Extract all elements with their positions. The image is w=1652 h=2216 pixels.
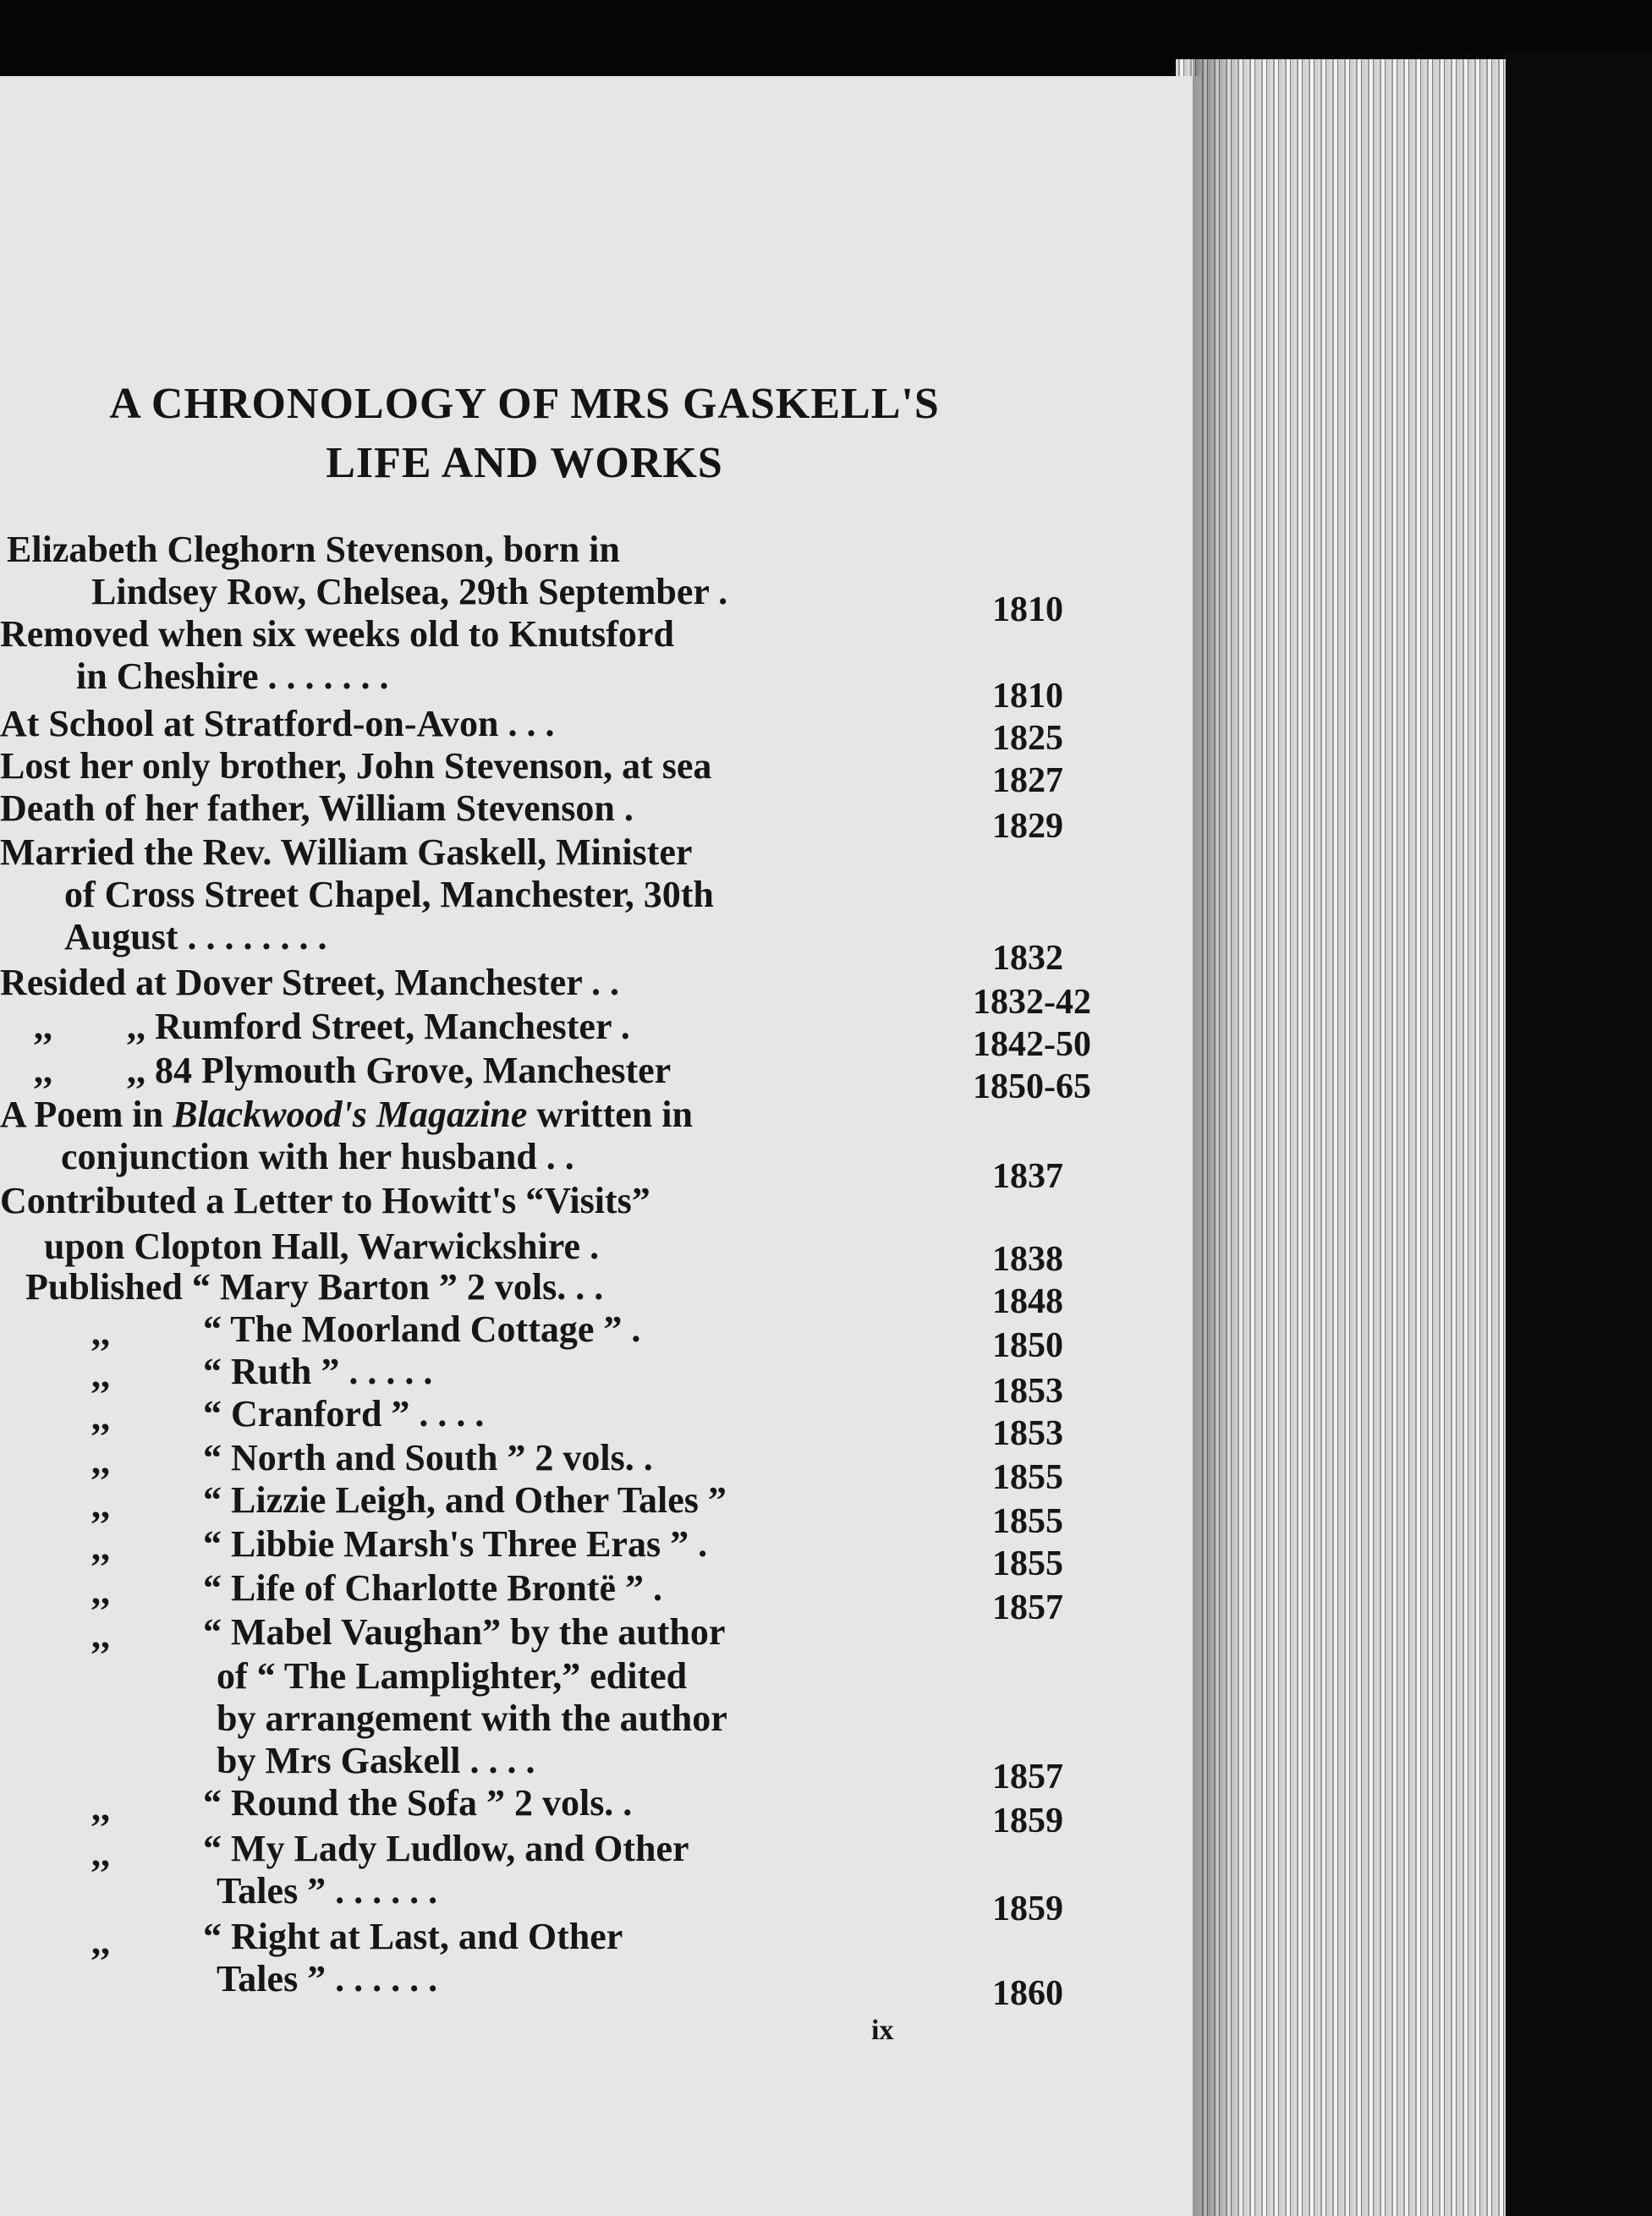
ditto-mark: ,,	[91, 1571, 110, 1612]
entry-year: 1855	[992, 1544, 1063, 1583]
entry-year: 1855	[992, 1458, 1063, 1497]
entry-text: “ The Moorland Cottage ” .	[203, 1308, 641, 1350]
ditto-mark: ,,	[91, 1396, 110, 1438]
entry-text: August . . . . . . . .	[64, 916, 327, 957]
entry-text: “ Mabel Vaughan” by the author	[203, 1611, 726, 1653]
entry-year: 1850	[992, 1326, 1063, 1365]
entry-text: “ Cranford ” . . . .	[203, 1393, 485, 1434]
entry-text-with-italic: A Poem in Blackwood's Magazine written in	[0, 1094, 693, 1135]
ditto-mark: ,,	[91, 1833, 110, 1874]
entry-text: “ Round the Sofa ” 2 vols. .	[203, 1782, 633, 1824]
entry-text: Elizabeth Cleghorn Stevenson, born in	[7, 529, 620, 570]
entry-text: by Mrs Gaskell . . . .	[217, 1740, 535, 1781]
entry-text: At School at Stratford-on-Avon . . .	[0, 703, 555, 744]
chronology-title-line-2: LIFE AND WORKS	[326, 439, 723, 487]
ditto-mark: ,,	[91, 1440, 110, 1482]
entry-text: of Cross Street Chapel, Manchester, 30th	[64, 874, 714, 915]
entry-text: in Cheshire . . . . . . .	[76, 655, 389, 697]
entry-text: ,, 84 Plymouth Grove, Manchester	[127, 1050, 672, 1091]
entry-year: 1853	[992, 1372, 1063, 1411]
entry-text: Tales ” . . . . . .	[217, 1958, 438, 1999]
scan-background-right	[1506, 51, 1652, 2216]
entry-text: Resided at Dover Street, Manchester . .	[0, 962, 619, 1003]
entry-text: Lindsey Row, Chelsea, 29th September .	[91, 571, 728, 612]
entry-text: conjunction with her husband . .	[61, 1136, 574, 1177]
entry-year: 1859	[992, 1802, 1063, 1840]
italic-title: Blackwood's Magazine	[173, 1094, 528, 1135]
entry-year: 1860	[992, 1974, 1063, 2013]
entry-year: 1848	[992, 1282, 1063, 1321]
entry-text: “ Ruth ” . . . . .	[203, 1351, 433, 1392]
entry-text: “ North and South ” 2 vols. .	[203, 1437, 653, 1478]
ditto-mark: ,,	[91, 1312, 110, 1353]
entry-year: 1810	[992, 590, 1063, 629]
ditto-mark: ,,	[91, 1787, 110, 1829]
gutter-shadow	[1193, 59, 1243, 2216]
chronology-title-line-1: A CHRONOLOGY OF MRS GASKELL'S	[109, 380, 940, 428]
ditto-mark: ,,	[91, 1484, 110, 1526]
entry-text: Married the Rev. William Gaskell, Minister	[0, 831, 693, 873]
entry-text: “ Libbie Marsh's Three Eras ” .	[203, 1523, 708, 1565]
entry-text: “ Life of Charlotte Brontë ” .	[203, 1567, 662, 1609]
page-folio: ix	[871, 2015, 894, 2046]
ditto-mark: ,,	[91, 1615, 110, 1656]
entry-year: 1832	[992, 939, 1063, 978]
entry-year: 1827	[992, 761, 1063, 800]
entry-text: Contributed a Letter to Howitt's “Visits”	[0, 1180, 650, 1221]
entry-year: 1842-50	[973, 1025, 1091, 1064]
entry-text: Death of her father, William Stevenson .	[0, 787, 634, 829]
entry-text: ,, Rumford Street, Manchester .	[127, 1006, 630, 1047]
entry-year: 1829	[992, 807, 1063, 846]
entry-text: “ My Lady Ludlow, and Other	[203, 1828, 689, 1869]
entry-text: of “ The Lamplighter,” edited	[217, 1655, 688, 1697]
ditto-mark: ,,	[34, 1006, 52, 1047]
entry-text: upon Clopton Hall, Warwickshire .	[44, 1226, 600, 1267]
entry-text: “ Right at Last, and Other	[203, 1916, 623, 1957]
entry-year: 1838	[992, 1240, 1063, 1279]
entry-text: “ Lizzie Leigh, and Other Tales ”	[203, 1479, 727, 1521]
entry-text: Lost her only brother, John Stevenson, at sea	[0, 745, 712, 787]
entry-year: 1810	[992, 677, 1063, 716]
entry-year: 1857	[992, 1588, 1063, 1627]
entry-year: 1855	[992, 1502, 1063, 1541]
entry-year: 1825	[992, 719, 1063, 758]
entry-year: 1837	[992, 1157, 1063, 1196]
entry-year: 1857	[992, 1758, 1063, 1796]
entry-text: Tales ” . . . . . .	[217, 1870, 438, 1912]
entry-year: 1832-42	[973, 983, 1091, 1022]
ditto-mark: ,,	[91, 1921, 110, 1962]
entry-text: by arrangement with the author	[217, 1698, 727, 1739]
ditto-mark: ,,	[91, 1354, 110, 1396]
entry-year: 1850-65	[973, 1067, 1091, 1106]
entry-year: 1853	[992, 1414, 1063, 1453]
entry-text: Removed when six weeks old to Knutsford	[0, 613, 674, 655]
entry-text: Published “ Mary Barton ” 2 vols. . .	[25, 1266, 604, 1308]
ditto-mark: ,,	[34, 1050, 52, 1091]
ditto-mark: ,,	[91, 1527, 110, 1568]
entry-year: 1859	[992, 1890, 1063, 1928]
